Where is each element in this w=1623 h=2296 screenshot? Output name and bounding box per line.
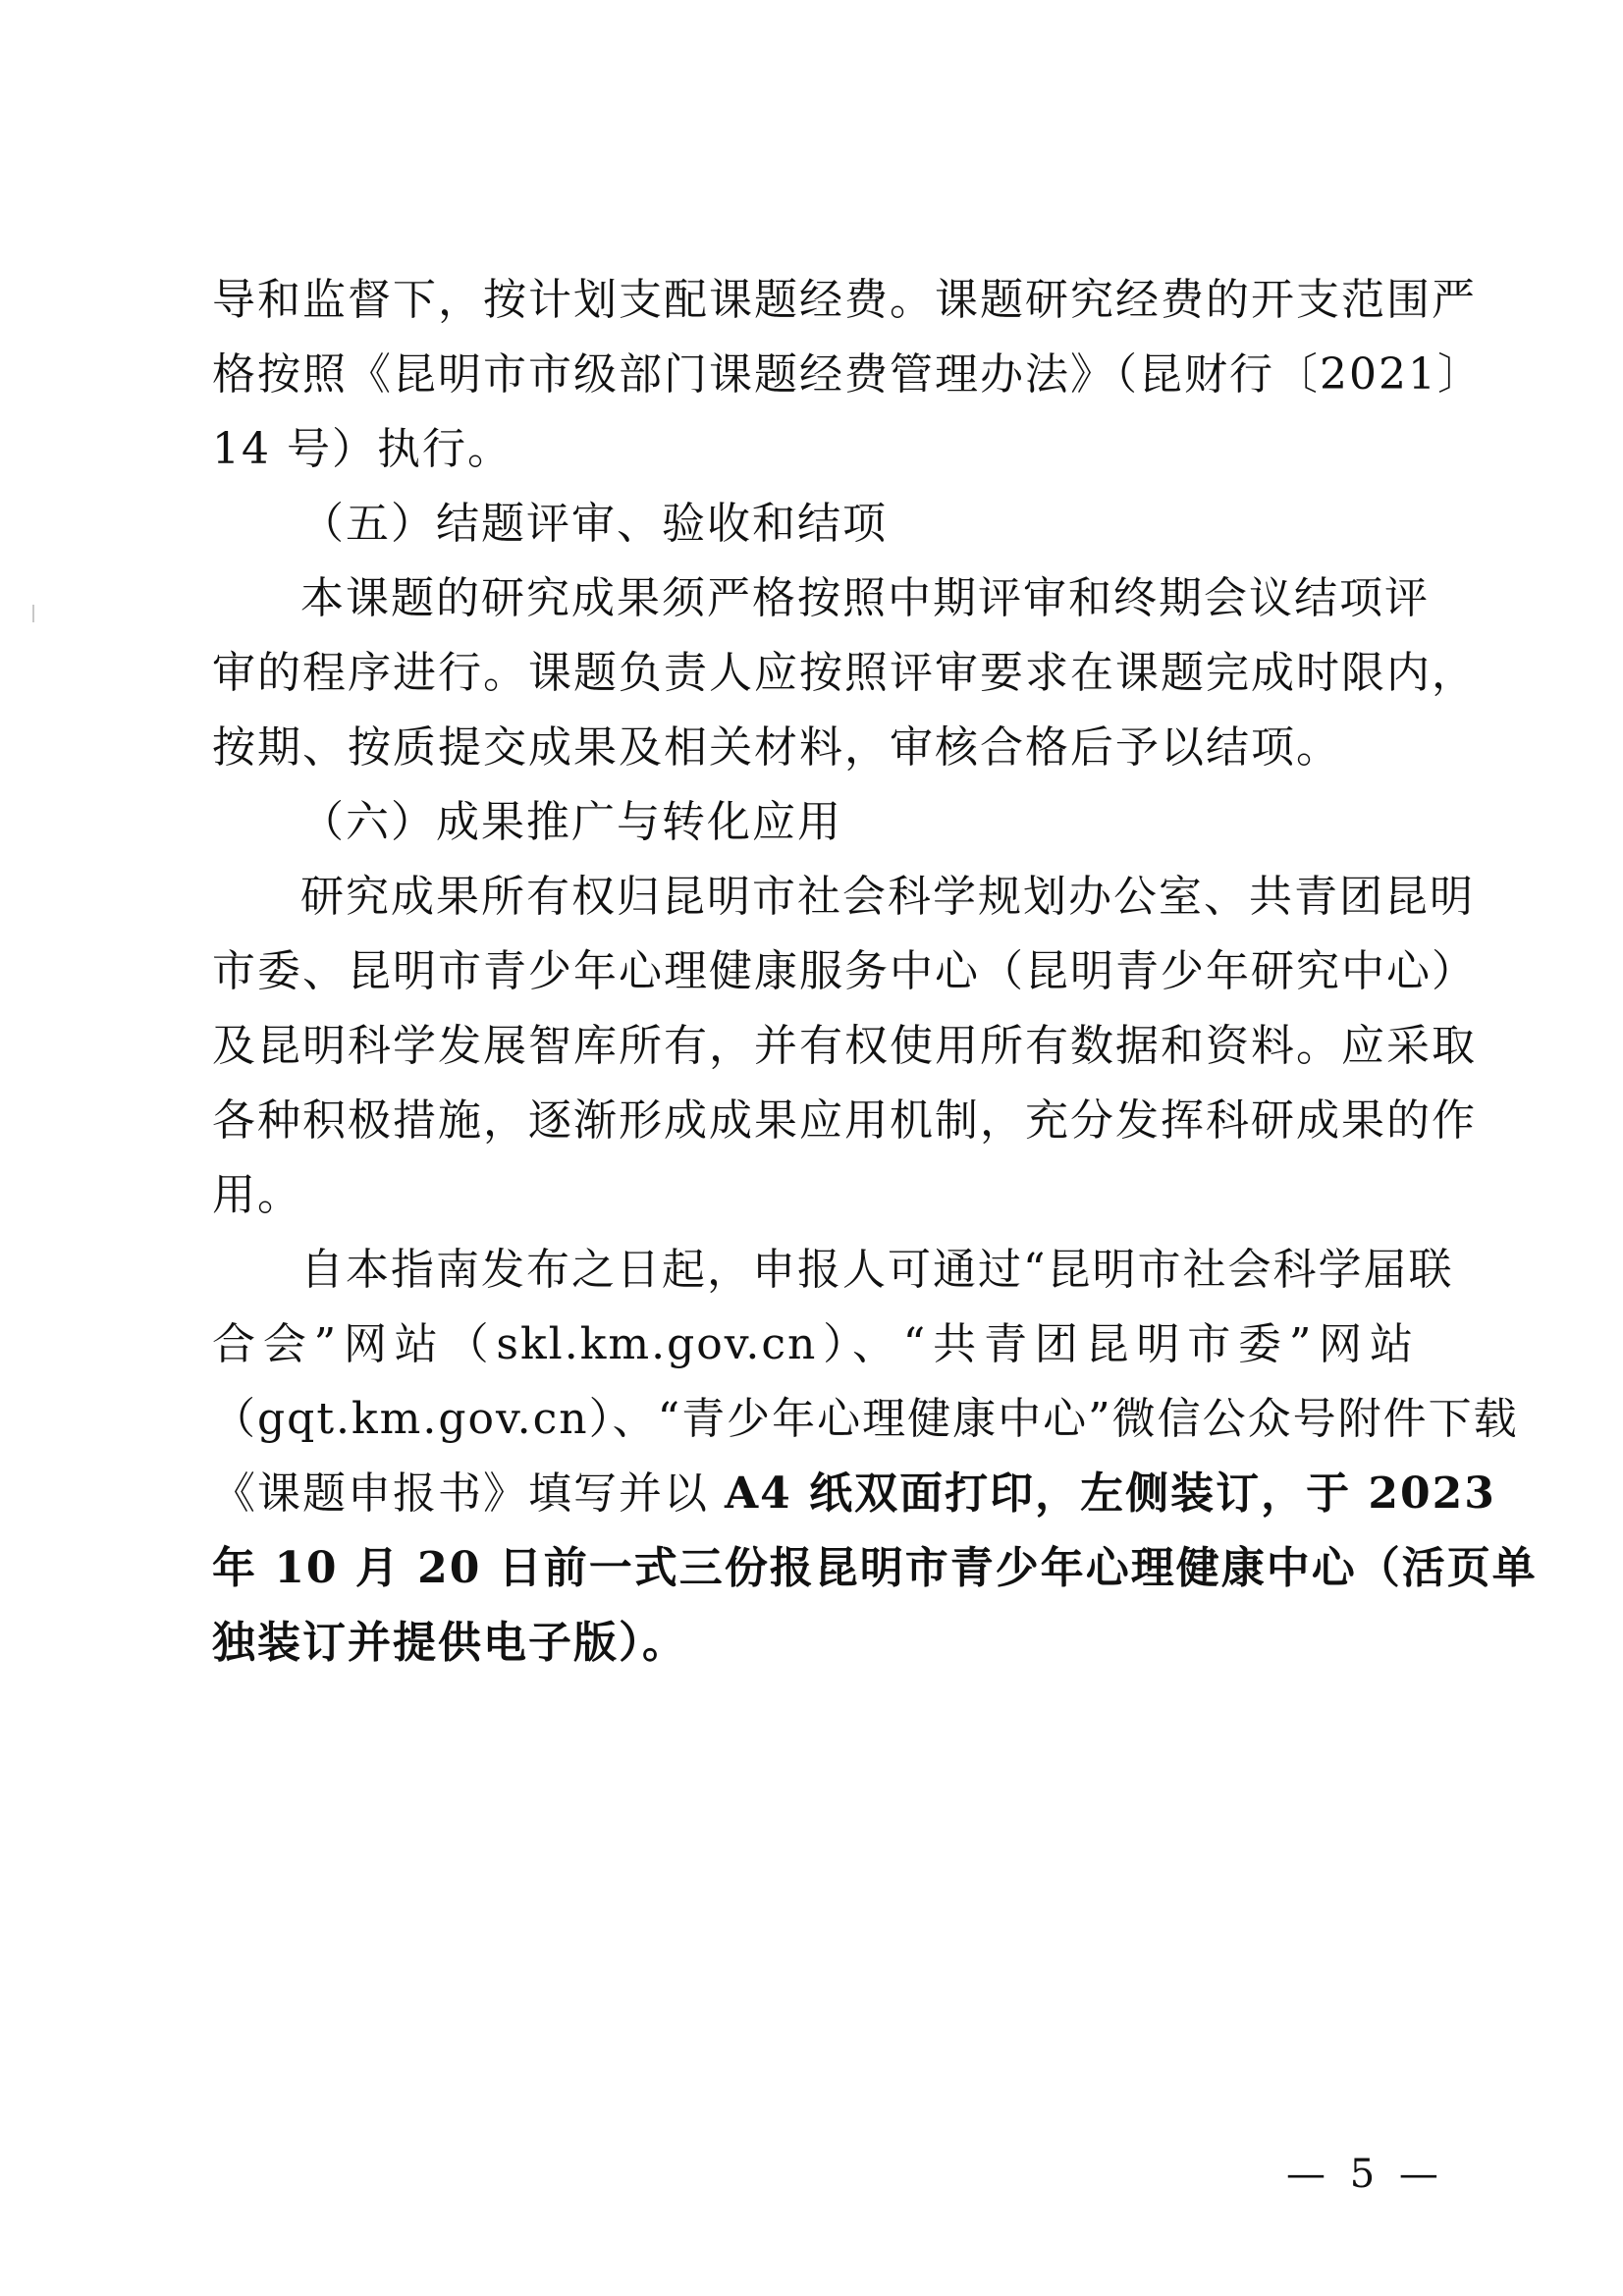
document-body <box>212 263 1538 1681</box>
paragraph-line: 格按照《昆明市市级部门课题经费管理办法》（昆财行〔2021〕 <box>212 349 1483 400</box>
paragraph-line: 市委、昆明市青少年心理健康服务中心（昆明青少年研究中心） <box>212 946 1477 996</box>
paragraph-line: 14 号）执行。 <box>212 424 513 474</box>
paragraph-line: 本课题的研究成果须严格按照中期评审和终期会议结项评 <box>300 573 1430 623</box>
paragraph-text: 《课题申报书》填写并以 <box>212 1468 725 1519</box>
emphasized-text: A4 纸双面打印，左侧装订，于 2023 <box>725 1468 1496 1519</box>
paragraph-line: 研究成果所有权归昆明市社会科学规划办公室、共青团昆明 <box>300 872 1475 922</box>
emphasized-line: 独装订并提供电子版）。 <box>212 1618 687 1668</box>
emphasized-line: 年 10 月 20 日前一式三份报昆明市青少年心理健康中心（活页单 <box>212 1543 1538 1593</box>
paragraph-line: 用。 <box>212 1170 302 1220</box>
paragraph-line: 自本指南发布之日起，申报人可通过“昆明市社会科学届联 <box>300 1245 1454 1295</box>
paragraph-line: 导和监督下，按计划支配课题经费。课题研究经费的开支范围严 <box>212 275 1477 325</box>
paragraph-line: 各种积极措施，逐渐形成成果应用机制，充分发挥科研成果的作 <box>212 1095 1477 1146</box>
scan-margin-mark <box>32 605 34 622</box>
section-heading-five: （五）结题评审、验收和结项 <box>300 499 888 549</box>
section-heading-six: （六）成果推广与转化应用 <box>300 797 842 847</box>
paragraph-line: 审的程序进行。课题负责人应按照评审要求在课题完成时限内， <box>212 648 1477 698</box>
paragraph-line: 合会”网站（skl.km.gov.cn）、“共青团昆明市委”网站 <box>212 1319 1415 1369</box>
paragraph-line: 按期、按质提交成果及相关材料，审核合格后予以结项。 <box>212 722 1341 773</box>
paragraph-line: 及昆明科学发展智库所有，并有权使用所有数据和资料。应采取 <box>212 1021 1477 1071</box>
page-number: — 5 — <box>1286 2152 1444 2197</box>
paragraph-line-mixed <box>212 1457 1496 1531</box>
paragraph-line: （gqt.km.gov.cn）、“青少年心理健康中心”微信公众号附件下载 <box>212 1394 1519 1444</box>
